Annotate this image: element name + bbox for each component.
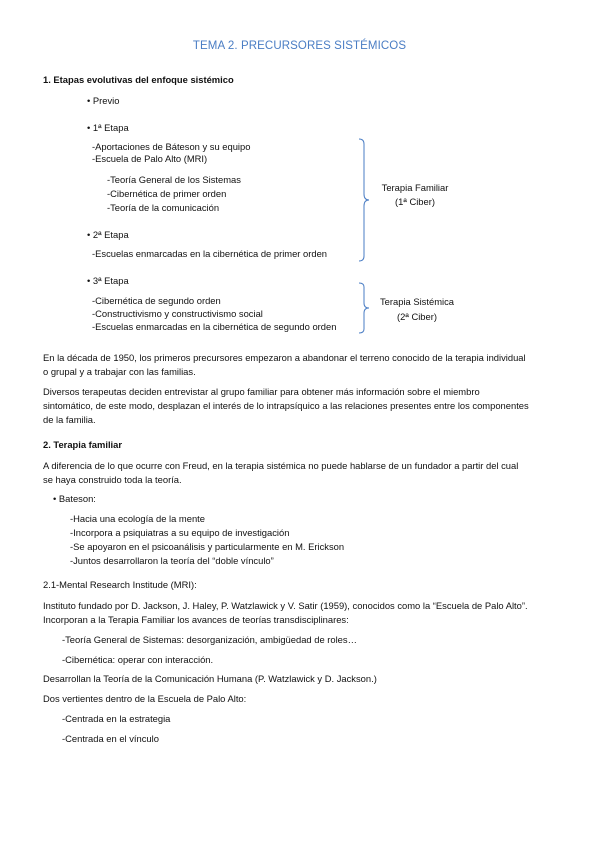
bateson-item: -Incorpora a psiquiatras a su equipo de investigación <box>70 527 290 538</box>
etapa3-item: -Constructivismo y constructivismo social <box>92 308 263 319</box>
etapa1-item: -Escuela de Palo Alto (MRI) <box>92 153 208 164</box>
bateson-item: -Se apoyaron en el psicoanálisis y particularmente en M. Erickson <box>70 541 345 552</box>
bullet-bateson: • Bateson: <box>53 493 96 504</box>
bullet-etapa3: • 3ª Etapa <box>87 275 129 286</box>
paragraph-line: o grupal y a trabajar con las familias. <box>43 366 196 377</box>
mri-heading: 2.1-Mental Research Institude (MRI): <box>43 579 197 590</box>
mri-item: -Cibernética: operar con interacción. <box>62 654 214 665</box>
page-title: TEMA 2. PRECURSORES SISTÉMICOS <box>192 40 407 52</box>
right-brace-icon <box>358 282 370 334</box>
vertiente-item: -Centrada en el vínculo <box>62 733 159 744</box>
paragraph-line: Dos vertientes dentro de la Escuela de Palo Alto: <box>43 693 247 704</box>
paragraph-line: sintomático, de este modo, desplazan el interés de lo intrapsíquico a las relaciones presentes entre los componentes <box>43 400 529 411</box>
section2-heading: 2. Terapia familiar <box>43 439 123 450</box>
paragraph-line: Instituto fundado por D. Jackson, J. Haley, P. Watzlawick y V. Satir (1959), conocidos como la “Escuela de Palo Alto”. <box>43 600 528 611</box>
paragraph-line: Diversos terapeutas deciden entrevistar al grupo familiar para obtener más información sobre el miembro <box>43 386 480 397</box>
etapa3-item: -Escuelas enmarcadas en la cibernética de segundo orden <box>92 321 337 332</box>
bullet-etapa2: • 2ª Etapa <box>87 229 129 240</box>
bullet-etapa1: • 1ª Etapa <box>87 122 129 133</box>
etapa1-subitem: -Cibernética de primer orden <box>107 188 227 199</box>
brace1-label: Terapia Familiar <box>381 182 449 193</box>
bateson-item: -Juntos desarrollaron la teoría del “doble vínculo” <box>70 555 274 566</box>
etapa1-subitem: -Teoría General de los Sistemas <box>107 174 241 185</box>
bullet-previo: • Previo <box>87 95 120 106</box>
paragraph-line: de la familia. <box>43 414 96 425</box>
vertiente-item: -Centrada en la estrategia <box>62 713 171 724</box>
brace2-sub: (2ª Ciber) <box>397 311 437 322</box>
etapa2-item: -Escuelas enmarcadas en la cibernética de primer orden <box>92 248 328 259</box>
etapa1-item: -Aportaciones de Báteson y su equipo <box>92 141 251 152</box>
brace1-sub: (1ª Ciber) <box>395 196 435 207</box>
mri-item: -Teoría General de Sistemas: desorganización, ambigüedad de roles… <box>62 634 357 645</box>
paragraph-line: se haya construido toda la teoría. <box>43 474 182 485</box>
brace2-label: Terapia Sistémica <box>380 296 454 307</box>
section1-heading: 1. Etapas evolutivas del enfoque sistémico <box>43 74 234 85</box>
paragraph-line: En la década de 1950, los primeros precursores empezaron a abandonar el terreno conocido de la terapia individual <box>43 352 526 363</box>
etapa1-subitem: -Teoría de la comunicación <box>107 202 220 213</box>
paragraph-line: A diferencia de lo que ocurre con Freud, en la terapia sistémica no puede hablarse de un fundador a partir del cual <box>43 460 519 471</box>
bateson-item: -Hacia una ecología de la mente <box>70 513 205 524</box>
etapa3-item: -Cibernética de segundo orden <box>92 295 221 306</box>
paragraph-line: Incorporan a la Terapia Familiar los avances de teorías transdisciplinares: <box>43 614 349 625</box>
right-brace-icon <box>358 138 370 262</box>
paragraph-line: Desarrollan la Teoría de la Comunicación Humana (P. Watzlawick y D. Jackson.) <box>43 673 377 684</box>
